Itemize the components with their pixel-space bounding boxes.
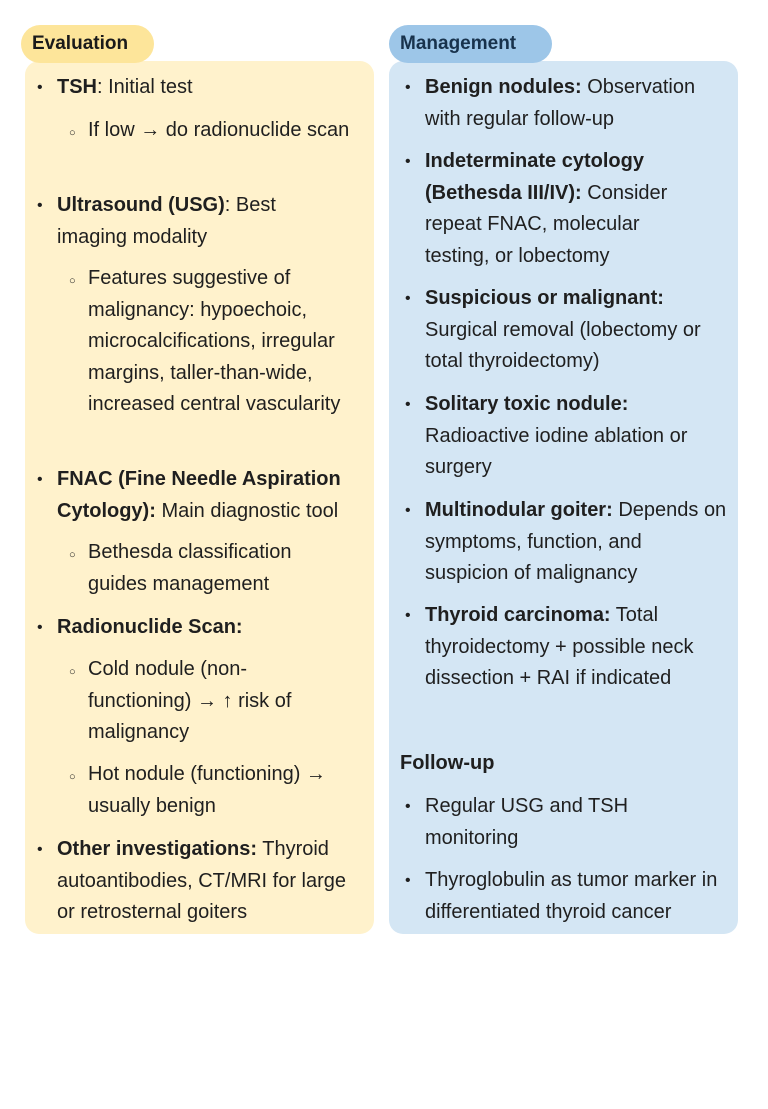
sub-bullet-circle: ○ xyxy=(69,666,76,678)
list-item-multinodular: Multinodular goiter: Depends on symptoms, function, and suspicion of malignancy xyxy=(425,499,727,584)
list-item-toxic-nodule: Solitary toxic nodule: Radioactive iodine ablation or surgery xyxy=(425,393,688,478)
list-item-fnac: FNAC (Fine Needle Aspiration Cytology): Main diagnostic tool xyxy=(57,468,341,522)
sub-bullet-circle: ○ xyxy=(69,127,76,139)
bullet-dot: • xyxy=(37,79,43,96)
evaluation-heading: Evaluation xyxy=(21,25,154,63)
sub-item-hot-nodule: Hot nodule (functioning) → usually benign xyxy=(88,763,326,817)
bullet-dot: • xyxy=(405,872,411,889)
list-item-other: Other investigations: Thyroid autoantibodies, CT/MRI for large or retrosternal goiters xyxy=(57,838,347,923)
bullet-dot: • xyxy=(405,153,411,170)
bullet-dot: • xyxy=(405,502,411,519)
bullet-dot: • xyxy=(37,841,43,858)
followup-item-monitoring: Regular USG and TSH monitoring xyxy=(425,795,629,849)
sub-bullet-circle: ○ xyxy=(69,275,76,287)
list-item-tsh: TSH: Initial test xyxy=(57,76,193,98)
followup-heading: Follow-up xyxy=(400,752,495,774)
list-item-usg: Ultrasound (USG): Best imaging modality xyxy=(57,194,276,248)
sub-item-fnac: Bethesda classification guides management xyxy=(88,541,292,595)
list-item-suspicious: Suspicious or malignant: Surgical removal (lobectomy or total thyroidectomy) xyxy=(425,287,701,372)
bullet-dot: • xyxy=(405,798,411,815)
bullet-dot: • xyxy=(405,396,411,413)
list-item-indeterminate: Indeterminate cytology (Bethesda III/IV): Consider repeat FNAC, molecular testing, or lobectomy xyxy=(425,150,668,267)
bullet-dot: • xyxy=(405,290,411,307)
bullet-dot: • xyxy=(37,471,43,488)
management-heading: Management xyxy=(389,25,552,63)
sub-bullet-circle: ○ xyxy=(69,549,76,561)
sub-item-cold-nodule: Cold nodule (non-functioning) → ↑ risk of malignancy xyxy=(88,658,292,743)
followup-item-thyroglobulin: Thyroglobulin as tumor marker in differentiated thyroid cancer xyxy=(425,869,718,923)
list-item-scan: Radionuclide Scan: xyxy=(57,616,243,638)
sub-item-tsh: If low → do radionuclide scan xyxy=(88,119,350,141)
bullet-dot: • xyxy=(405,79,411,96)
bullet-dot: • xyxy=(405,607,411,624)
bullet-dot: • xyxy=(37,619,43,636)
list-item-carcinoma: Thyroid carcinoma: Total thyroidectomy + possible neck dissection + RAI if indicated xyxy=(425,604,694,689)
bullet-dot: • xyxy=(37,197,43,214)
list-item-benign: Benign nodules: Observation with regular follow-up xyxy=(425,76,696,130)
sub-bullet-circle: ○ xyxy=(69,771,76,783)
sub-item-usg: Features suggestive of malignancy: hypoechoic, microcalcifications, irregular margins, taller-than-wide, increased central vascularity xyxy=(88,267,341,415)
